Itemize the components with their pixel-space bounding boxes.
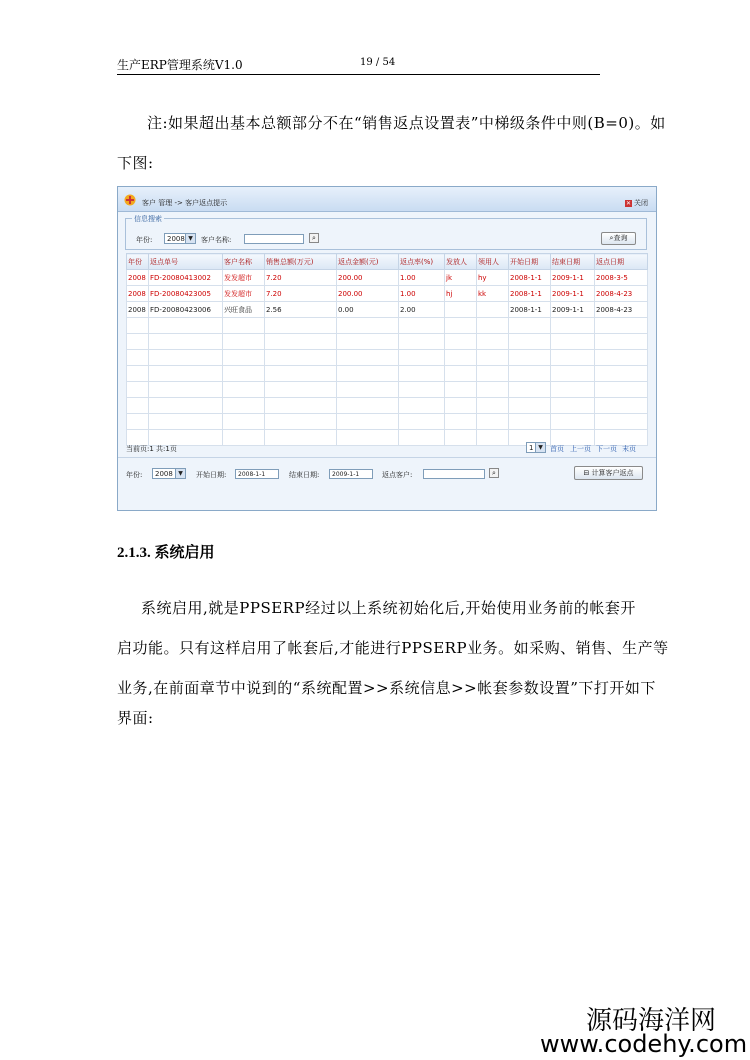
pager xyxy=(126,441,647,455)
table-cell: 2008 xyxy=(127,286,149,302)
page-number: 19 / 54 xyxy=(360,57,396,68)
table-cell: 2008-1-1 xyxy=(509,302,551,318)
pager-prev[interactable]: 上一页 xyxy=(570,445,591,453)
calculator-icon: ⊟ xyxy=(583,469,590,477)
empty-row xyxy=(127,414,648,430)
table-row[interactable] xyxy=(127,302,648,318)
table-cell: FD-20080423006 xyxy=(149,302,223,318)
column-header[interactable]: 返点率(%) xyxy=(399,254,445,270)
empty-row xyxy=(127,350,648,366)
bottom-year-value: 2008 xyxy=(155,470,173,478)
rebate-customer-lookup-icon[interactable]: ⌕ xyxy=(489,468,499,478)
rebate-customer-label: 返点客户: xyxy=(382,471,413,479)
end-date-label: 结束日期: xyxy=(289,471,320,479)
column-header[interactable]: 返点单号 xyxy=(149,254,223,270)
table-cell xyxy=(477,302,509,318)
watermark-url: www.codehy.com xyxy=(540,1030,748,1058)
table-cell: FD-20080413002 xyxy=(149,270,223,286)
table-cell: 2009-1-1 xyxy=(551,302,595,318)
empty-row xyxy=(127,382,648,398)
column-header[interactable]: 销售总额(万元) xyxy=(265,254,337,270)
screenshot-window xyxy=(117,186,657,511)
column-header[interactable]: 领用人 xyxy=(477,254,509,270)
column-header[interactable]: 返点日期 xyxy=(595,254,648,270)
empty-row xyxy=(127,334,648,350)
table-cell: 2008-3-5 xyxy=(595,270,648,286)
watermark-title: 源码海洋网 xyxy=(586,1006,717,1036)
table-cell: 2.00 xyxy=(399,302,445,318)
calc-rebate-button[interactable] xyxy=(574,466,643,480)
search-panel xyxy=(125,215,647,250)
body-line-1: 系统启用,就是PPSERP经过以上系统初始化后,开始使用业务前的帐套开 xyxy=(141,599,636,617)
page-select[interactable] xyxy=(526,442,546,453)
table-cell: 1.00 xyxy=(399,286,445,302)
table-cell: 2008-4-23 xyxy=(595,286,648,302)
column-header[interactable]: 结束日期 xyxy=(551,254,595,270)
table-row[interactable] xyxy=(127,270,648,286)
table-cell: 2008 xyxy=(127,270,149,286)
rebate-table xyxy=(126,253,648,446)
window-titlebar xyxy=(118,187,656,212)
close-label: 关闭 xyxy=(634,199,648,207)
pager-first[interactable]: 首页 xyxy=(550,445,564,453)
table-cell: 1.00 xyxy=(399,270,445,286)
table-cell: 发发超市 xyxy=(223,286,265,302)
customer-lookup-icon[interactable]: ⌕ xyxy=(309,233,319,243)
calc-panel xyxy=(118,457,656,511)
table-cell: jk xyxy=(445,270,477,286)
table-cell: 200.00 xyxy=(337,270,399,286)
chevron-down-icon: ▼ xyxy=(185,234,195,243)
body-line-4: 界面: xyxy=(117,709,154,727)
bottom-year-label: 年份: xyxy=(126,471,143,479)
table-header-row xyxy=(127,254,648,270)
table-cell: 2008-1-1 xyxy=(509,286,551,302)
close-icon: ✕ xyxy=(625,200,632,207)
pager-next[interactable]: 下一页 xyxy=(596,445,617,453)
table-cell: 2008-1-1 xyxy=(509,270,551,286)
table-cell: 2008 xyxy=(127,302,149,318)
start-date-label: 开始日期: xyxy=(196,471,227,479)
chevron-down-icon: ▼ xyxy=(535,443,545,452)
breadcrumb: 客户 管理 -> 客户返点提示 xyxy=(142,199,228,207)
end-date-input[interactable] xyxy=(329,469,373,479)
column-header[interactable]: 发放人 xyxy=(445,254,477,270)
bottom-year-select[interactable] xyxy=(152,468,186,479)
table-cell: 2.56 xyxy=(265,302,337,318)
close-button[interactable] xyxy=(625,198,648,208)
table-cell: 2009-1-1 xyxy=(551,270,595,286)
table-cell: 7.20 xyxy=(265,270,337,286)
column-header[interactable]: 返点金额(元) xyxy=(337,254,399,270)
table-cell: 2008-4-23 xyxy=(595,302,648,318)
empty-row xyxy=(127,318,648,334)
table-cell: FD-20080423005 xyxy=(149,286,223,302)
table-cell: kk xyxy=(477,286,509,302)
section-heading: 2.1.3. 系统启用 xyxy=(117,545,215,561)
table-cell: hy xyxy=(477,270,509,286)
empty-row xyxy=(127,398,648,414)
table-cell xyxy=(445,302,477,318)
year-label: 年份: xyxy=(136,236,153,244)
table-row[interactable] xyxy=(127,286,648,302)
document-title: 生产ERP管理系统V1.0 xyxy=(117,58,243,72)
table-cell: hj xyxy=(445,286,477,302)
empty-row xyxy=(127,366,648,382)
year-select[interactable] xyxy=(164,233,196,244)
search-icon: ⌕ xyxy=(609,234,614,242)
table-cell: 7.20 xyxy=(265,286,337,302)
rebate-customer-input[interactable] xyxy=(423,469,485,479)
column-header[interactable]: 开始日期 xyxy=(509,254,551,270)
query-button[interactable] xyxy=(601,232,636,245)
table-cell: 2009-1-1 xyxy=(551,286,595,302)
page-header xyxy=(117,54,600,75)
column-header[interactable]: 客户名称 xyxy=(223,254,265,270)
page-select-value: 1 xyxy=(529,444,534,452)
customer-label: 客户名称: xyxy=(201,236,232,244)
chevron-down-icon: ▼ xyxy=(175,469,185,478)
pager-info: 当前页:1 共:1页 xyxy=(126,445,177,453)
customer-name-input[interactable] xyxy=(244,234,304,244)
end-date-value: 2009-1-1 xyxy=(332,471,360,478)
table-cell: 0.00 xyxy=(337,302,399,318)
calc-rebate-label: 计算客户返点 xyxy=(591,469,634,477)
body-line-2: 启功能。只有这样启用了帐套后,才能进行PPSERP业务。如采购、销售、生产等 xyxy=(117,639,669,657)
year-select-value: 2008 xyxy=(167,235,185,243)
start-date-input[interactable] xyxy=(235,469,279,479)
note-line-1: 注:如果超出基本总额部分不在“销售返点设置表”中梯级条件中则(B=0)。如 xyxy=(147,114,666,132)
pager-last[interactable]: 末页 xyxy=(622,445,636,453)
query-label: 查询 xyxy=(613,234,628,242)
start-date-value: 2008-1-1 xyxy=(238,471,266,478)
app-logo-icon xyxy=(124,194,136,206)
body-line-3: 业务,在前面章节中说到的“系统配置>>系统信息>>帐套参数设置”下打开如下 xyxy=(117,679,656,697)
table-cell: 兴旺食品 xyxy=(223,302,265,318)
column-header[interactable]: 年份 xyxy=(127,254,149,270)
search-legend: 信息搜索 xyxy=(134,215,162,223)
note-line-2: 下图: xyxy=(117,154,154,172)
table-cell: 200.00 xyxy=(337,286,399,302)
table-cell: 发发超市 xyxy=(223,270,265,286)
